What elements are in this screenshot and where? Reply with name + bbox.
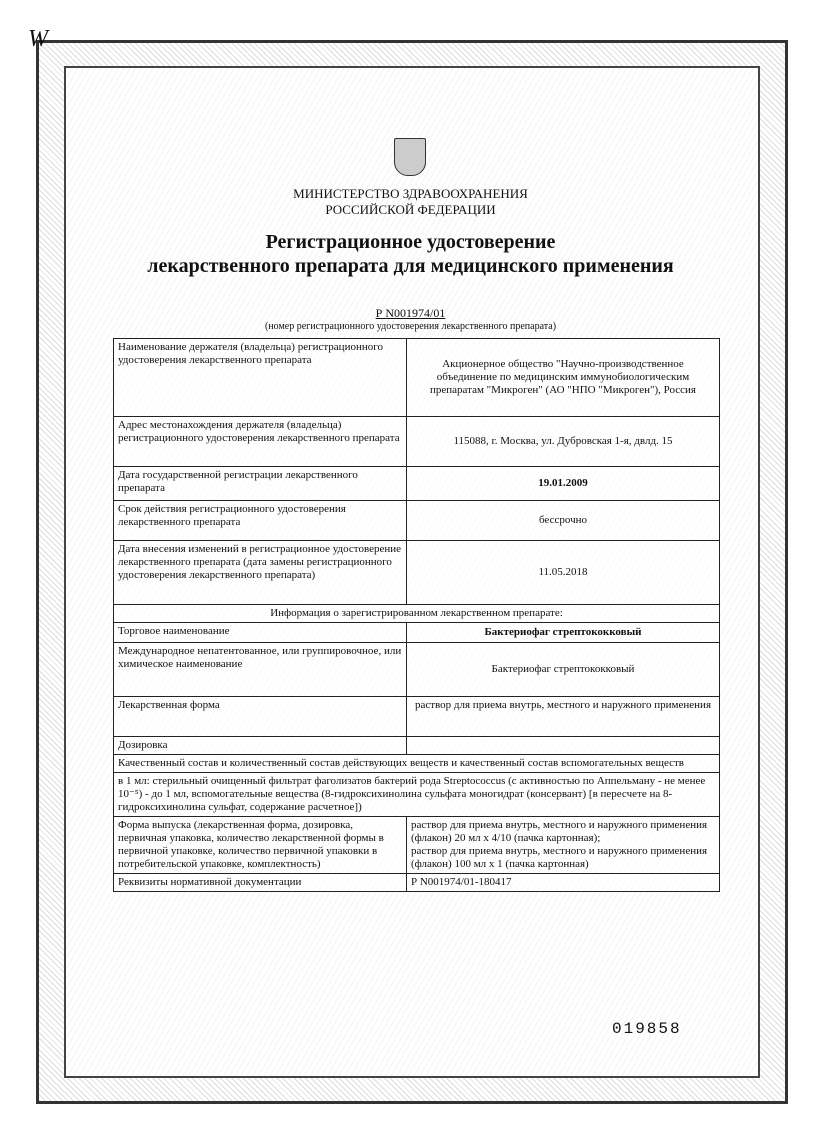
- row-label: Дата внесения изменений в регистрационное удостоверение лекарственного препарата (дата замены регистрационного удостоверения лекарственного препарата): [114, 541, 407, 605]
- serial-number: 019858: [612, 1020, 682, 1038]
- row-label: Адрес местонахождения держателя (владельца) регистрационного удостоверения лекарственного препарата: [114, 417, 407, 467]
- row-value: Бактериофаг стрептококковый: [407, 643, 720, 697]
- table-row: [114, 501, 720, 541]
- table-row: [114, 467, 720, 501]
- registration-number-note: (номер регистрационного удостоверения лекарственного препарата): [264, 321, 557, 332]
- table-row: [114, 623, 720, 643]
- composition-text: в 1 мл: стерильный очищенный фильтрат фаголизатов бактерий рода Streptococcus (с активностью по Аппельману - не менее 10⁻⁵) - до 1 мл, вспомогательные вещества (8-гидроксихинолина сульфата моногидрат (консервант) [в пересчете на 8-гидроксихинолина сульфат, содержание расчетное]): [114, 773, 720, 817]
- table-row: [114, 417, 720, 467]
- row-label: Дата государственной регистрации лекарственного препарата: [114, 467, 407, 501]
- composition-header: Качественный состав и количественный состав действующих веществ и качественный состав вспомогательных веществ: [114, 755, 720, 773]
- row-label: Реквизиты нормативной документации: [114, 874, 407, 892]
- title-line-1: Регистрационное удостоверение: [265, 231, 556, 253]
- row-value: Р N001974/01-180417: [407, 874, 720, 892]
- ministry-name: [0, 186, 821, 218]
- release-form-2: раствор для приема внутрь, местного и наружного применения (флакон) 100 мл x 1 (пачка картонная): [411, 845, 708, 870]
- row-value: раствор для приема внутрь, местного и наружного применения: [407, 697, 720, 737]
- table-row: [114, 737, 720, 755]
- row-label: Международное непатентованное, или группировочное, или химическое наименование: [114, 643, 407, 697]
- release-form-1: раствор для приема внутрь, местного и наружного применения (флакон) 20 мл x 4/10 (пачка картонная);: [411, 819, 708, 844]
- ministry-line-2: РОССИЙСКОЙ ФЕДЕРАЦИИ: [325, 202, 496, 217]
- document-title: [0, 230, 821, 278]
- certificate-table: [113, 338, 720, 892]
- table-row: [114, 755, 720, 773]
- title-line-2: лекарственного препарата для медицинского применения: [147, 255, 674, 277]
- row-label: Форма выпуска (лекарственная форма, дозировка, первичная упаковка, количество лекарственной формы в первичной упаковке, количество первичной упаковки в потребительской упаковке, комплектность): [114, 817, 407, 874]
- row-value: бессрочно: [407, 501, 720, 541]
- ministry-line-1: МИНИСТЕРСТВО ЗДРАВООХРАНЕНИЯ: [293, 186, 528, 201]
- table-row: [114, 643, 720, 697]
- coat-of-arms-icon: [394, 138, 426, 176]
- row-label: Дозировка: [114, 737, 407, 755]
- row-label: Лекарственная форма: [114, 697, 407, 737]
- row-value: Акционерное общество "Научно-производственное объединение по медицинским иммунобиологическим препаратам "Микроген" (АО "НПО "Микроген"), Россия: [407, 339, 720, 417]
- table-row: [114, 541, 720, 605]
- row-value: 115088, г. Москва, ул. Дубровская 1-я, двлд. 15: [407, 417, 720, 467]
- row-label: Срок действия регистрационного удостоверения лекарственного препарата: [114, 501, 407, 541]
- table-row: [114, 605, 720, 623]
- row-value: Бактериофаг стрептококковый: [407, 623, 720, 643]
- table-row: [114, 339, 720, 417]
- table-row: [114, 874, 720, 892]
- row-value: [407, 817, 720, 874]
- row-value: 11.05.2018: [407, 541, 720, 605]
- row-label: Наименование держателя (владельца) регистрационного удостоверения лекарственного препарата: [114, 339, 407, 417]
- row-value: 19.01.2009: [407, 467, 720, 501]
- table-row: [114, 773, 720, 817]
- registration-number: Р N001974/01: [375, 306, 446, 320]
- info-header: Информация о зарегистрированном лекарственном препарате:: [114, 605, 720, 623]
- row-value: [407, 737, 720, 755]
- table-row: [114, 697, 720, 737]
- row-label: Торговое наименование: [114, 623, 407, 643]
- table-row: [114, 817, 720, 874]
- handwritten-mark: W: [28, 26, 48, 52]
